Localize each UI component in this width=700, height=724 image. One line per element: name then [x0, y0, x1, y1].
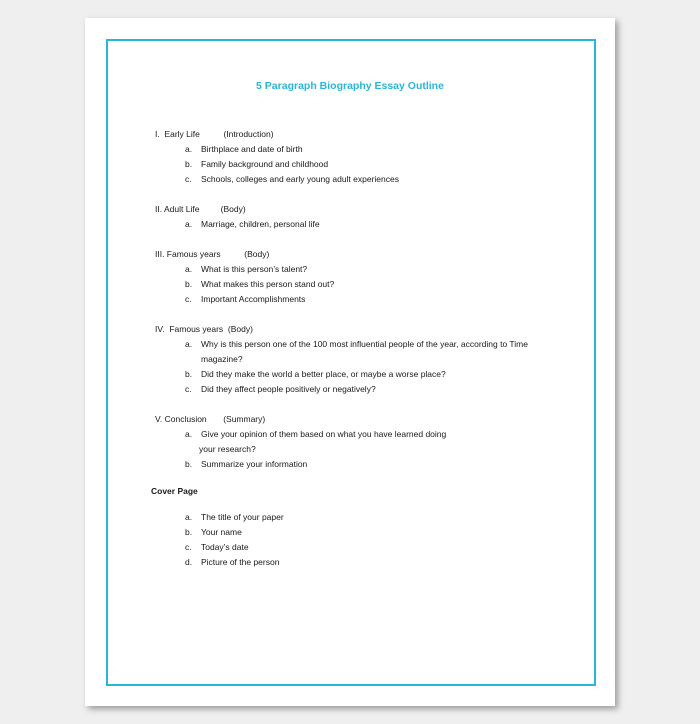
- list-item-text: Give your opinion of them based on what you have learned doing: [201, 429, 447, 439]
- section-heading: III. Famous years (Body): [155, 249, 270, 259]
- list-item: [185, 542, 249, 553]
- section-heading: V. Conclusion (Summary): [155, 414, 266, 424]
- list-marker: a.: [185, 512, 193, 522]
- list-item: [185, 512, 284, 523]
- list-item-text: Family background and childhood: [201, 159, 329, 169]
- section-heading: IV. Famous years (Body): [155, 324, 253, 334]
- list-item-text: What makes this person stand out?: [201, 279, 335, 289]
- list-item-text: Marriage, children, personal life: [201, 219, 320, 229]
- list-marker: a.: [185, 339, 193, 349]
- list-item-text: Schools, colleges and early young adult experiences: [201, 174, 399, 184]
- list-item-continuation: magazine?: [201, 354, 243, 364]
- list-marker: a.: [185, 264, 193, 274]
- list-item-text: What is this person’s talent?: [201, 264, 308, 274]
- list-item: [185, 219, 320, 230]
- list-item-text: Did they affect people positively or negatively?: [201, 384, 376, 394]
- list-item-text: Summarize your information: [201, 459, 308, 469]
- list-marker: b.: [185, 279, 193, 289]
- list-marker: b.: [185, 459, 193, 469]
- list-item-text: Important Accomplishments: [201, 294, 306, 304]
- list-item: [185, 459, 307, 470]
- cover-page-heading: Cover Page: [151, 486, 198, 496]
- list-item: [185, 159, 328, 170]
- list-item-text: Picture of the person: [201, 557, 280, 567]
- list-item-text: The title of your paper: [201, 512, 284, 522]
- list-item: [185, 264, 307, 275]
- list-marker: d.: [185, 557, 193, 567]
- list-marker: a.: [185, 219, 193, 229]
- list-item: [185, 339, 528, 350]
- list-item: [185, 279, 334, 290]
- list-marker: b.: [185, 159, 193, 169]
- list-item: [185, 429, 446, 440]
- list-marker: a.: [185, 144, 193, 154]
- list-marker: c.: [185, 542, 192, 552]
- list-marker: b.: [185, 527, 193, 537]
- list-item-text: Did they make the world a better place, or maybe a worse place?: [201, 369, 446, 379]
- list-item-text: Birthplace and date of birth: [201, 144, 303, 154]
- list-marker: a.: [185, 429, 193, 439]
- list-item: [185, 294, 305, 305]
- list-item-text: Today’s date: [201, 542, 249, 552]
- list-item-text: Your name: [201, 527, 242, 537]
- document-title: 5 Paragraph Biography Essay Outline: [256, 80, 444, 92]
- list-item: [185, 369, 446, 380]
- list-marker: c.: [185, 294, 192, 304]
- list-marker: b.: [185, 369, 193, 379]
- list-marker: c.: [185, 384, 192, 394]
- section-heading: II. Adult Life (Body): [155, 204, 246, 214]
- list-item: [185, 527, 242, 538]
- list-item: [185, 384, 376, 395]
- list-item: [185, 174, 399, 185]
- list-marker: c.: [185, 174, 192, 184]
- list-item-continuation: your research?: [199, 444, 256, 454]
- list-item-text: Why is this person one of the 100 most influential people of the year, according to Time: [201, 339, 528, 349]
- section-heading: I. Early Life (Introduction): [155, 129, 274, 139]
- list-item: [185, 557, 279, 568]
- document-page: [85, 18, 615, 706]
- list-item: [185, 144, 303, 155]
